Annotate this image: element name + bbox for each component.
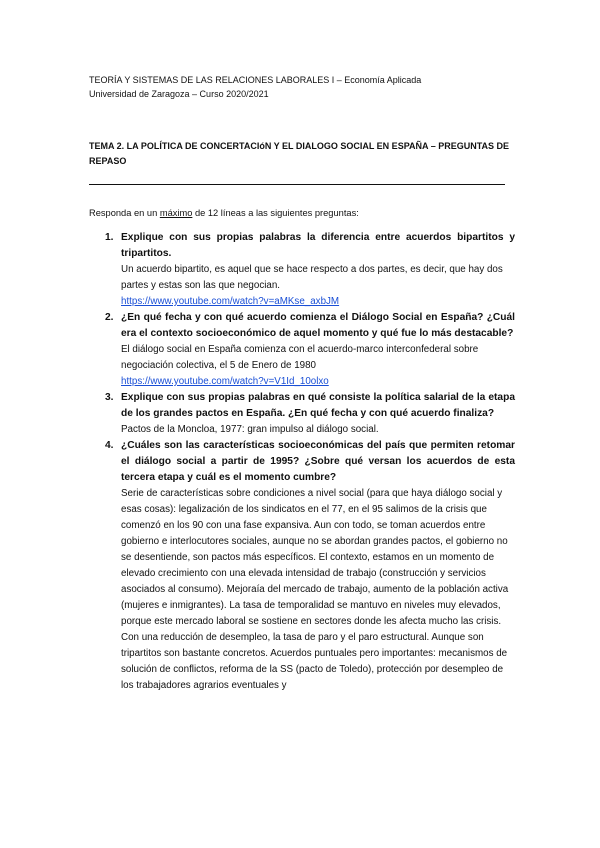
question-item (105, 390, 515, 438)
course-title: TEORÍA Y SISTEMAS DE LAS RELACIONES LABORALES I – Economía Aplicada (89, 75, 422, 85)
question-list (105, 230, 515, 694)
question-answer: Un acuerdo bipartito, es aquel que se hace respecto a dos partes, es decir, que hay dos partes y estas son las que negocian. (121, 264, 503, 291)
instructions (89, 207, 359, 220)
question-answer: Pactos de la Moncloa, 1977: gran impulso al diálogo social. (121, 424, 379, 435)
question-item (105, 310, 515, 390)
question-number: 4. (105, 440, 114, 451)
question-number: 2. (105, 312, 114, 323)
question-title: Explique con sus propias palabras la diferencia entre acuerdos bipartitos y tripartitos. (121, 232, 515, 259)
topic-title: TEMA 2. LA POLÍTICA DE CONCERTACIóN Y EL DIALOGO SOCIAL EN ESPAÑA – PREGUNTAS DE REPASO (89, 141, 510, 166)
instructions-after: de 12 líneas a las siguientes preguntas: (192, 208, 359, 218)
question-item (105, 438, 515, 694)
answer-link[interactable]: https://www.youtube.com/watch?v=V1Id_10olxo (121, 376, 329, 387)
question-title: ¿En qué fecha y con qué acuerdo comienza el Diálogo Social en España? ¿Cuál era el contexto socioeconómico de aquel momento y qué fue lo más destacable? (121, 312, 515, 339)
instructions-underlined: máximo (159, 208, 193, 218)
question-number: 3. (105, 392, 114, 403)
question-item (105, 230, 515, 310)
university-course: Universidad de Zaragoza – Curso 2020/2021 (89, 89, 269, 99)
question-number: 1. (105, 232, 114, 243)
question-title: ¿Cuáles son las características socioeconómicas del país que permiten retomar el diálogo social a partir de 1995? ¿Sobre qué versan los acuerdos de esta tercera etapa y cuál es el momento cumbre? (121, 440, 515, 483)
answer-link[interactable]: https://www.youtube.com/watch?v=aMKse_axbJM (121, 296, 340, 307)
horizontal-rule (89, 184, 505, 185)
question-answer: Serie de características sobre condiciones a nivel social (para que haya diálogo social y esas cosas): legalización de los sindicatos en el 77, en el 95 salimos de la crisis que comenzó en los 90 con una fase expansiva. Aun con todo, se toman acuerdos entre gobierno e interlocutores sociales, aunque no se abordan grandes pactos, el gobierno no se desentiende, son pactos más específicos. El contexto, estamos en un momento de elevado crecimiento con una elevada intensidad de trabajo (construcción y servicios asociados al consumo). Mejoraía del mercado de trabajo, aumento de la población activa (mujeres e inmigrantes). La tasa de temporalidad se mantuvo en niveles muy elevados, porque este mercado laboral se sostiene en sectores donde les afecta mucho las crisis. Con una reducción de desempleo, la tasa de paro y el paro estructural. Aunque son tripartitos son bastante concretos. Acuerdos puntuales pero importantes: mecanismos de solución de conflictos, reforma de la SS (pacto de Toledo), protección por desempleo de los trabajadores agrarios eventuales y (121, 488, 509, 691)
question-answer: El diálogo social en España comienza con el acuerdo-marco interconfederal sobre negociación colectiva, el 5 de Enero de 1980 (121, 344, 479, 371)
instructions-before: Responda en un (89, 208, 160, 218)
question-title: Explique con sus propias palabras en qué consiste la política salarial de la etapa de los grandes pactos en España. ¿En qué fecha y con qué acuerdo finaliza? (121, 392, 515, 419)
